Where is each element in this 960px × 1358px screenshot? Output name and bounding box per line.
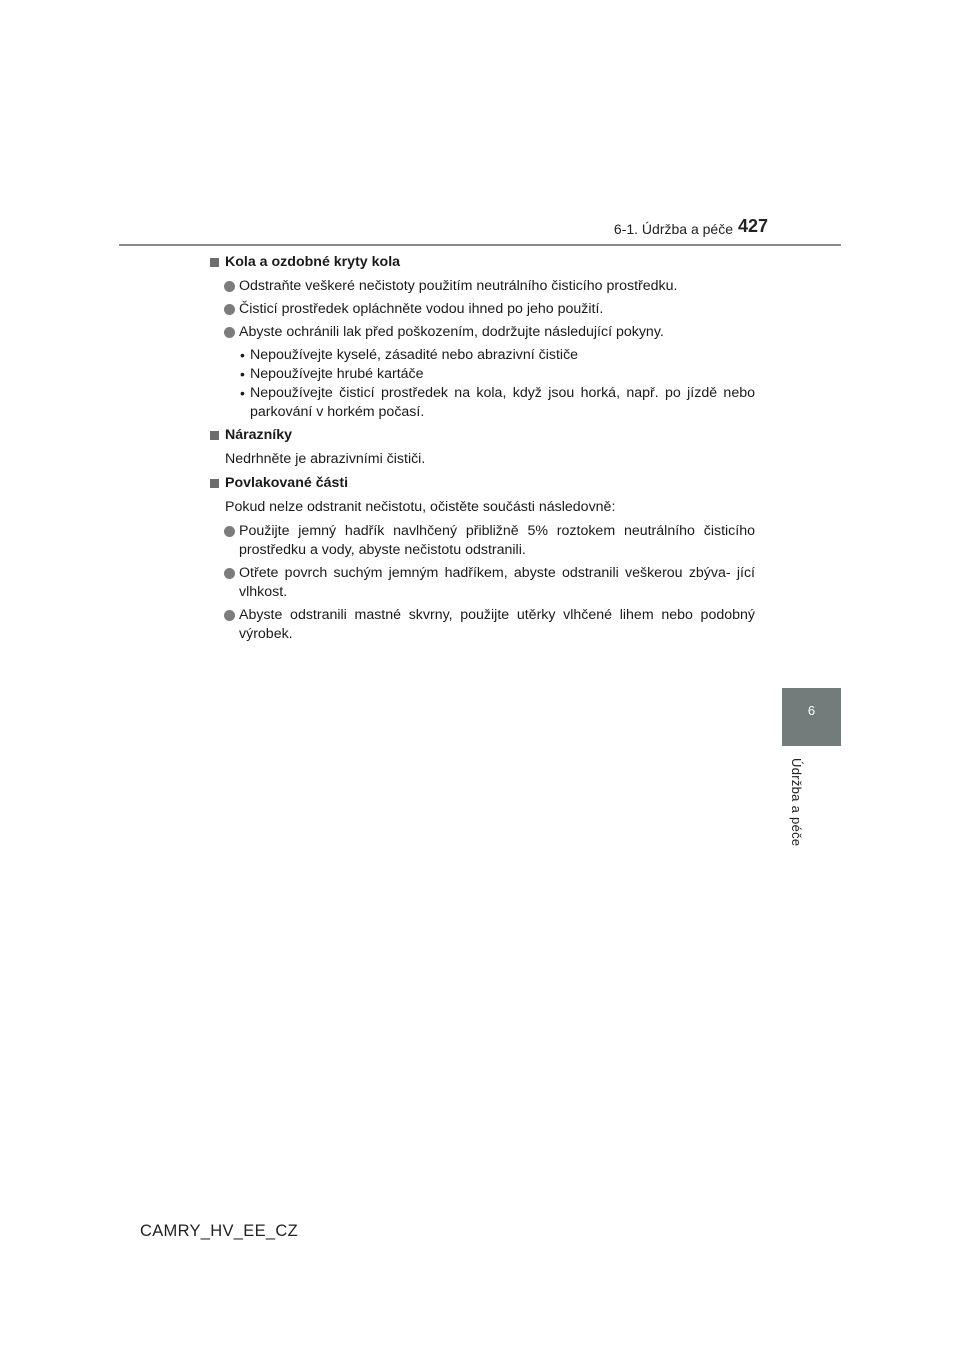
section-title: Nárazníky xyxy=(225,427,293,443)
circle-bullet-icon xyxy=(224,281,235,292)
page-number: 427 xyxy=(738,216,769,236)
header-section-title: 6-1. Údržba a péče xyxy=(613,221,733,237)
chapter-label: Údržba a péče xyxy=(789,758,804,847)
header-divider xyxy=(119,244,841,246)
list-item-text: Abyste odstranili mastné skvrny, použijte utěrky vlhčené lihem nebo podobný výrobek. xyxy=(239,607,755,642)
section-title: Kola a ozdobné kryty kola xyxy=(225,254,401,270)
square-bullet-icon xyxy=(210,479,219,488)
circle-bullet-icon xyxy=(224,526,235,537)
circle-bullet-icon xyxy=(224,568,235,579)
square-bullet-icon xyxy=(210,431,219,440)
list-item xyxy=(210,277,755,296)
sub-list-item-text: Nepoužívejte čisticí prostředek na kola, když jsou horká, např. po jízdě nebo parkování v horkém počasí. xyxy=(250,385,755,420)
section-heading-wheels xyxy=(210,253,755,272)
sub-list xyxy=(210,346,755,422)
list-item-text: Odstraňte veškeré nečistoty použitím neutrálního čisticího prostředku. xyxy=(239,278,678,294)
sub-list-item-text: Nepoužívejte hrubé kartáče xyxy=(250,366,424,382)
chapter-number: 6 xyxy=(807,703,816,718)
circle-bullet-icon xyxy=(224,304,235,315)
dot-bullet-icon: • xyxy=(240,385,245,401)
section-heading-coated xyxy=(210,474,755,493)
list-item xyxy=(210,300,755,319)
dot-bullet-icon: • xyxy=(240,366,245,382)
document-code: CAMRY_HV_EE_CZ xyxy=(140,1222,298,1240)
section-paragraph: Nedrhněte je abrazivními čističi. xyxy=(225,451,426,467)
sub-list-item xyxy=(210,346,755,365)
dot-bullet-icon: • xyxy=(240,347,245,363)
square-bullet-icon xyxy=(210,258,219,267)
section-paragraph: Pokud nelze odstranit nečistotu, očistěte součásti následovně: xyxy=(225,499,616,515)
sub-list-item xyxy=(210,365,755,384)
circle-bullet-icon xyxy=(224,610,235,621)
list-item-text: Abyste ochránili lak před poškozením, dodržujte následující pokyny. xyxy=(239,324,664,340)
list-item-text: Použijte jemný hadřík navlhčený přibližně 5% roztokem neutrálního čisticího prostředku a vody, abyste nečistotu odstranili. xyxy=(239,523,755,558)
page-content xyxy=(210,253,755,648)
section-title: Povlakované části xyxy=(225,475,349,491)
circle-bullet-icon xyxy=(224,327,235,338)
list-item xyxy=(210,522,755,560)
section-heading-bumpers xyxy=(210,426,755,445)
list-item xyxy=(210,564,755,602)
list-item-text: Otřete povrch suchým jemným hadříkem, abyste odstranili veškerou zbýva- jící vlhkost. xyxy=(239,565,755,600)
chapter-tab xyxy=(782,688,841,746)
list-item xyxy=(210,606,755,644)
sub-list-item xyxy=(210,384,755,422)
list-item xyxy=(210,323,755,342)
sub-list-item-text: Nepoužívejte kyselé, zásadité nebo abrazivní čističe xyxy=(250,347,579,363)
list-item-text: Čisticí prostředek opláchněte vodou ihned po jeho použití. xyxy=(239,301,604,317)
